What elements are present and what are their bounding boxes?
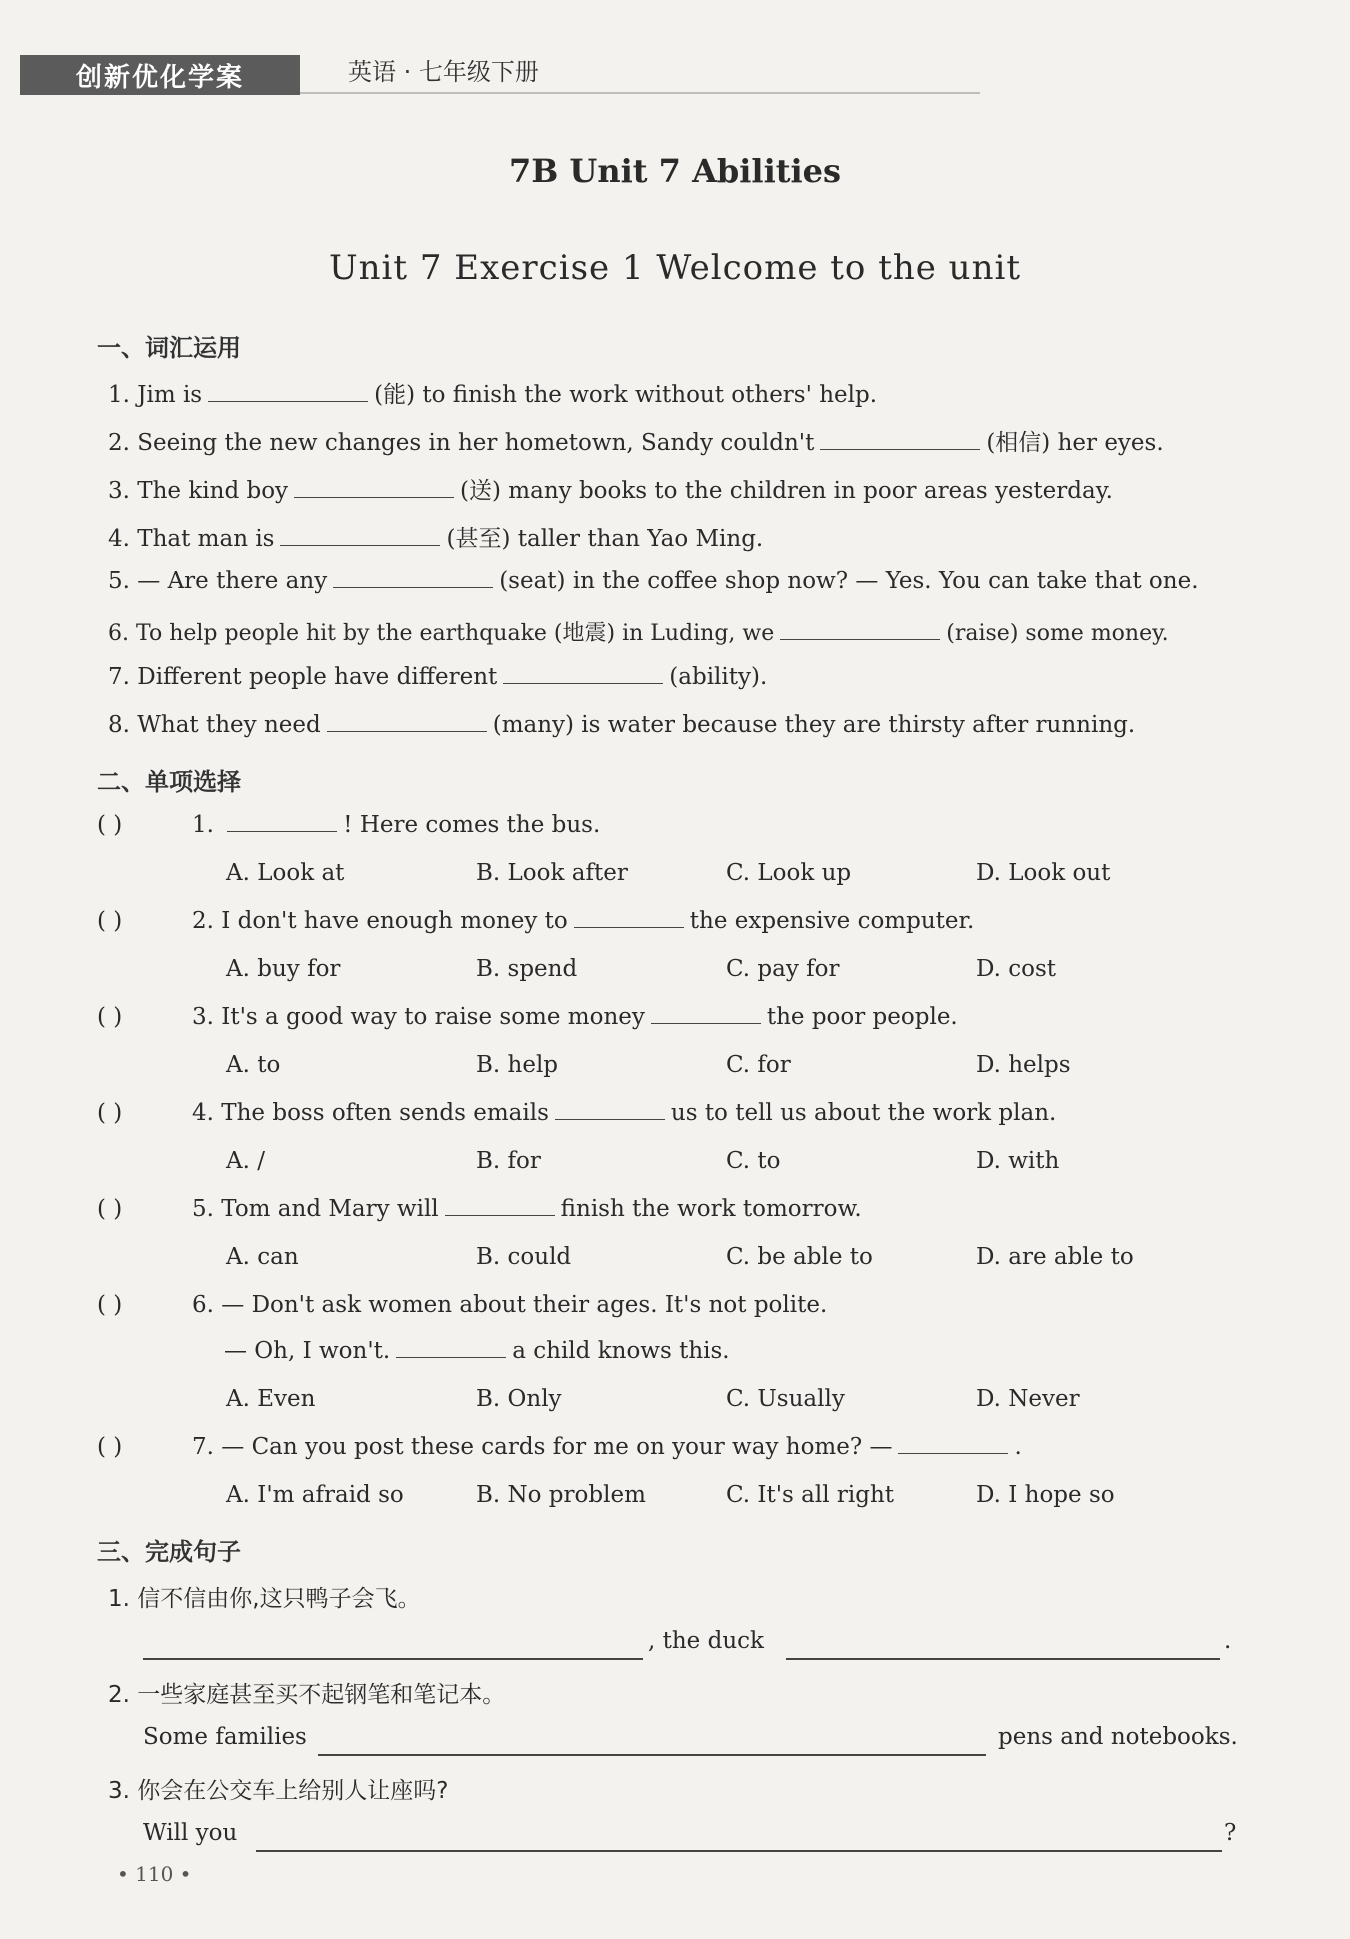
vocab-item-text: 4. That man is [108,526,275,552]
exercise-title: Unit 7 Exercise 1 Welcome to the unit [328,248,1022,288]
sentence-end: pens and notebooks. [998,1724,1238,1750]
question-text: . [1014,1434,1022,1460]
sentence-end: . [1224,1628,1232,1654]
answer-line[interactable] [143,1658,643,1660]
option-d[interactable]: D. cost [976,956,1057,982]
answer-blank[interactable] [503,682,663,684]
translation-prompt: 2. 一些家庭甚至买不起钢笔和笔记本。 [108,1682,506,1708]
question-text: The boss often sends emails [221,1100,549,1126]
option-a[interactable]: A. I'm afraid so [226,1482,404,1508]
answer-bracket[interactable]: ( ) [97,1434,123,1460]
answer-blank[interactable] [327,730,487,732]
option-c[interactable]: C. It's all right [726,1482,895,1508]
question-number: 4. [192,1100,214,1126]
answer-blank [898,1452,1008,1454]
answer-blank[interactable] [820,448,980,450]
question-text: Tom and Mary will [221,1196,439,1222]
option-c[interactable]: C. Look up [726,860,852,886]
question-number: 6. [192,1292,214,1318]
answer-blank[interactable] [294,496,454,498]
mc-question-line2 [224,1338,730,1364]
sentence-fragment: Some families [143,1724,307,1750]
mc-question [192,1004,958,1030]
vocab-item-text: (能) to finish the work without others' help. [374,382,878,408]
vocab-item [108,472,1113,505]
vocab-item [108,424,1164,457]
option-b[interactable]: B. could [476,1244,572,1270]
option-a[interactable]: A. Even [226,1386,316,1412]
answer-blank [555,1118,665,1120]
answer-blank[interactable] [280,544,440,546]
mc-question [192,1100,1056,1126]
question-text: the expensive computer. [689,908,975,934]
answer-bracket[interactable]: ( ) [97,908,123,934]
vocab-item-text: (many) is water because they are thirsty after running. [492,712,1136,738]
option-b[interactable]: B. Only [476,1386,562,1412]
mc-question [192,1434,1022,1460]
answer-blank[interactable] [333,586,493,588]
answer-bracket[interactable]: ( ) [97,1196,123,1222]
vocab-item-text: 7. Different people have different [108,664,498,690]
option-b[interactable]: B. help [476,1052,559,1078]
mc-question [192,812,600,838]
option-c[interactable]: C. to [726,1148,781,1174]
answer-blank [574,926,684,928]
question-text: — Oh, I won't. [224,1338,391,1364]
option-a[interactable]: A. can [226,1244,299,1270]
option-c[interactable]: C. be able to [726,1244,873,1270]
answer-bracket[interactable]: ( ) [97,812,123,838]
vocab-item-text: 3. The kind boy [108,478,289,504]
option-d[interactable]: D. Never [976,1386,1080,1412]
answer-bracket[interactable]: ( ) [97,1100,123,1126]
option-a[interactable]: A. to [226,1052,281,1078]
option-b[interactable]: B. Look after [476,860,628,886]
vocab-item-text: (甚至) taller than Yao Ming. [446,526,764,552]
option-c[interactable]: C. Usually [726,1386,845,1412]
question-text: — Can you post these cards for me on your way home? — [221,1434,893,1460]
section2-heading: 二、单项选择 [97,768,241,796]
vocab-item-text: (送) many books to the children in poor areas yesterday. [460,478,1113,504]
sentence-fragment: Will you [143,1820,238,1846]
answer-blank[interactable] [780,638,940,640]
question-text: a child knows this. [512,1338,730,1364]
option-b[interactable]: B. No problem [476,1482,646,1508]
unit-title: 7B Unit 7 Abilities [508,152,842,190]
question-text: I don't have enough money to [221,908,568,934]
answer-blank [227,830,337,832]
answer-blank [445,1214,555,1216]
option-d[interactable]: D. with [976,1148,1060,1174]
question-number: 1. [192,812,214,838]
option-b[interactable]: B. spend [476,956,578,982]
answer-blank [651,1022,761,1024]
mc-question [192,1292,827,1318]
answer-line[interactable] [256,1850,1222,1852]
vocab-item [108,616,1169,647]
answer-blank[interactable] [208,400,368,402]
subject-label: 英语 · 七年级下册 [348,58,539,86]
answer-bracket[interactable]: ( ) [97,1004,123,1030]
vocab-item-text: 6. To help people hit by the earthquake (地震) in Luding, we [108,621,775,646]
question-number: 2. [192,908,214,934]
vocab-item [108,712,1135,738]
question-number: 5. [192,1196,214,1222]
option-a[interactable]: A. buy for [226,956,341,982]
answer-line[interactable] [318,1754,986,1756]
option-a[interactable]: A. Look at [226,860,345,886]
option-c[interactable]: C. pay for [726,956,840,982]
question-text: ! Here comes the bus. [343,812,601,838]
page-number: • 110 • [117,1862,192,1886]
question-text: the poor people. [766,1004,958,1030]
vocab-item-text: 1. Jim is [108,382,203,408]
sentence-end: ? [1224,1820,1237,1846]
option-c[interactable]: C. for [726,1052,791,1078]
option-a[interactable]: A. / [226,1148,265,1174]
option-d[interactable]: D. are able to [976,1244,1134,1270]
header-rule [300,92,980,94]
vocab-item [108,520,763,553]
vocab-item-text: (相信) her eyes. [986,430,1164,456]
vocab-item [108,568,1199,594]
question-text: — Don't ask women about their ages. It's not polite. [221,1292,828,1318]
translation-prompt: 1. 信不信由你,这只鸭子会飞。 [108,1586,421,1612]
question-text: us to tell us about the work plan. [670,1100,1057,1126]
answer-blank [396,1356,506,1358]
answer-line[interactable] [786,1658,1220,1660]
option-b[interactable]: B. for [476,1148,541,1174]
section1-heading: 一、词汇运用 [97,334,241,362]
brand-banner [20,55,300,95]
vocab-item-text: 5. — Are there any [108,568,328,594]
translation-prompt: 3. 你会在公交车上给别人让座吗? [108,1778,449,1804]
question-number: 3. [192,1004,214,1030]
vocab-item-text: (raise) some money. [946,621,1169,646]
option-d[interactable]: D. helps [976,1052,1071,1078]
vocab-item-text: (seat) in the coffee shop now? — Yes. You can take that one. [499,568,1199,594]
sentence-fragment: , the duck [648,1628,764,1654]
question-text: It's a good way to raise some money [221,1004,645,1030]
vocab-item-text: 8. What they need [108,712,321,738]
brand-name: 创新优化学案 [75,62,244,93]
answer-bracket[interactable]: ( ) [97,1292,123,1318]
option-d[interactable]: D. Look out [976,860,1111,886]
vocab-item [108,664,767,690]
vocab-item-text: (ability). [669,664,768,690]
option-d[interactable]: D. I hope so [976,1482,1115,1508]
section3-heading: 三、完成句子 [97,1538,241,1566]
mc-question [192,908,974,934]
mc-question [192,1196,862,1222]
vocab-item-text: 2. Seeing the new changes in her hometown, Sandy couldn't [108,430,815,456]
vocab-item [108,376,877,409]
question-number: 7. [192,1434,214,1460]
question-text: finish the work tomorrow. [560,1196,862,1222]
